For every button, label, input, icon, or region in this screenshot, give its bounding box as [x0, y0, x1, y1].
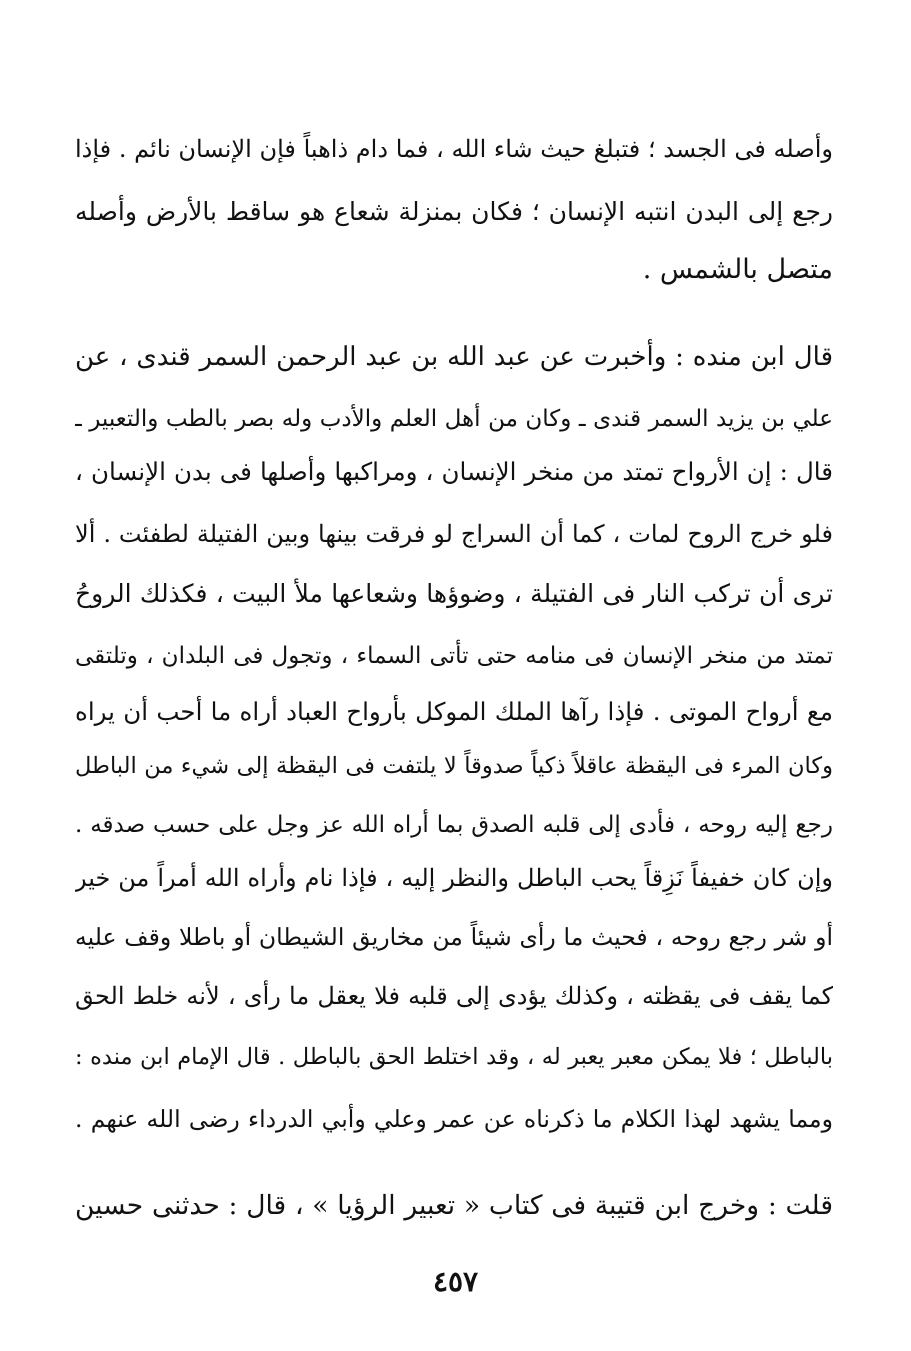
text-line: بالباطل ؛ فلا يمكن معبر يعبر له ، وقد اختلط الحق بالباطل . قال الإمام ابن منده : — [75, 1044, 833, 1070]
text-line: رجع إليه روحه ، فأدى إلى قلبه الصدق بما أراه الله عز وجل على حسب صدقه . — [75, 812, 833, 838]
text-line: قال : إن الأرواح تمتد من منخر الإنسان ، ومراكبها وأصلها فى بدن الإنسان ، — [75, 457, 833, 486]
text-line: وإن كان خفيفاً نَزِقاً يحب الباطل والنظر إليه ، فإذا نام وأراه الله أمراً من خير — [75, 864, 833, 892]
text-line: ومما يشهد لهذا الكلام ما ذكرناه عن عمر وعلي وأبي الدرداء رضى الله عنهم . — [75, 1105, 833, 1133]
page-number: ٤٥٧ — [432, 1265, 479, 1298]
text-line: كما يقف فى يقظته ، وكذلك يؤدى إلى قلبه فلا يعقل ما رأى ، لأنه خلط الحق — [75, 982, 833, 1010]
text-line: أو شر رجع روحه ، فحيث ما رأى شيئاً من مخاريق الشيطان أو باطلا وقف عليه — [75, 923, 833, 951]
text-line: تمتد من منخر الإنسان فى منامه حتى تأتى السماء ، وتجول فى البلدان ، وتلتقى — [75, 643, 833, 669]
text-line: وأصله فى الجسد ؛ فتبلغ حيث شاء الله ، فما دام ذاهباً فإن الإنسان نائم . فإذا — [75, 135, 833, 163]
text-line: قلت : وخرج ابن قتيبة فى كتاب « تعبير الرؤيا » ، قال : حدثنى حسين — [75, 1190, 833, 1221]
text-line: فلو خرج الروح لمات ، كما أن السراج لو فرقت بينها وبين الفتيلة لطفئت . ألا — [75, 520, 833, 548]
text-line: وكان المرء فى اليقظة عاقلاً ذكياً صدوقاً لا يلتفت فى اليقظة إلى شيء من الباطل — [75, 753, 833, 779]
text-line: ترى أن تركب النار فى الفتيلة ، وضوؤها وشعاعها ملأ البيت ، فكذلك الروحُ — [75, 579, 833, 608]
text-line: رجع إلى البدن انتبه الإنسان ؛ فكان بمنزلة شعاع هو ساقط بالأرض وأصله — [75, 197, 833, 226]
text-line: مع أرواح الموتى . فإذا رآها الملك الموكل بأرواح العباد أراه ما أحب أن يراه — [75, 697, 833, 726]
text-line: علي بن يزيد السمر قندى ـ وكان من أهل العلم والأدب وله بصر بالطب والتعبير ـ — [75, 406, 833, 432]
text-line: قال ابن منده : وأخبرت عن عبد الله بن عبد الرحمن السمر قندى ، عن — [75, 342, 833, 372]
text-line: متصل بالشمس . — [642, 254, 833, 285]
